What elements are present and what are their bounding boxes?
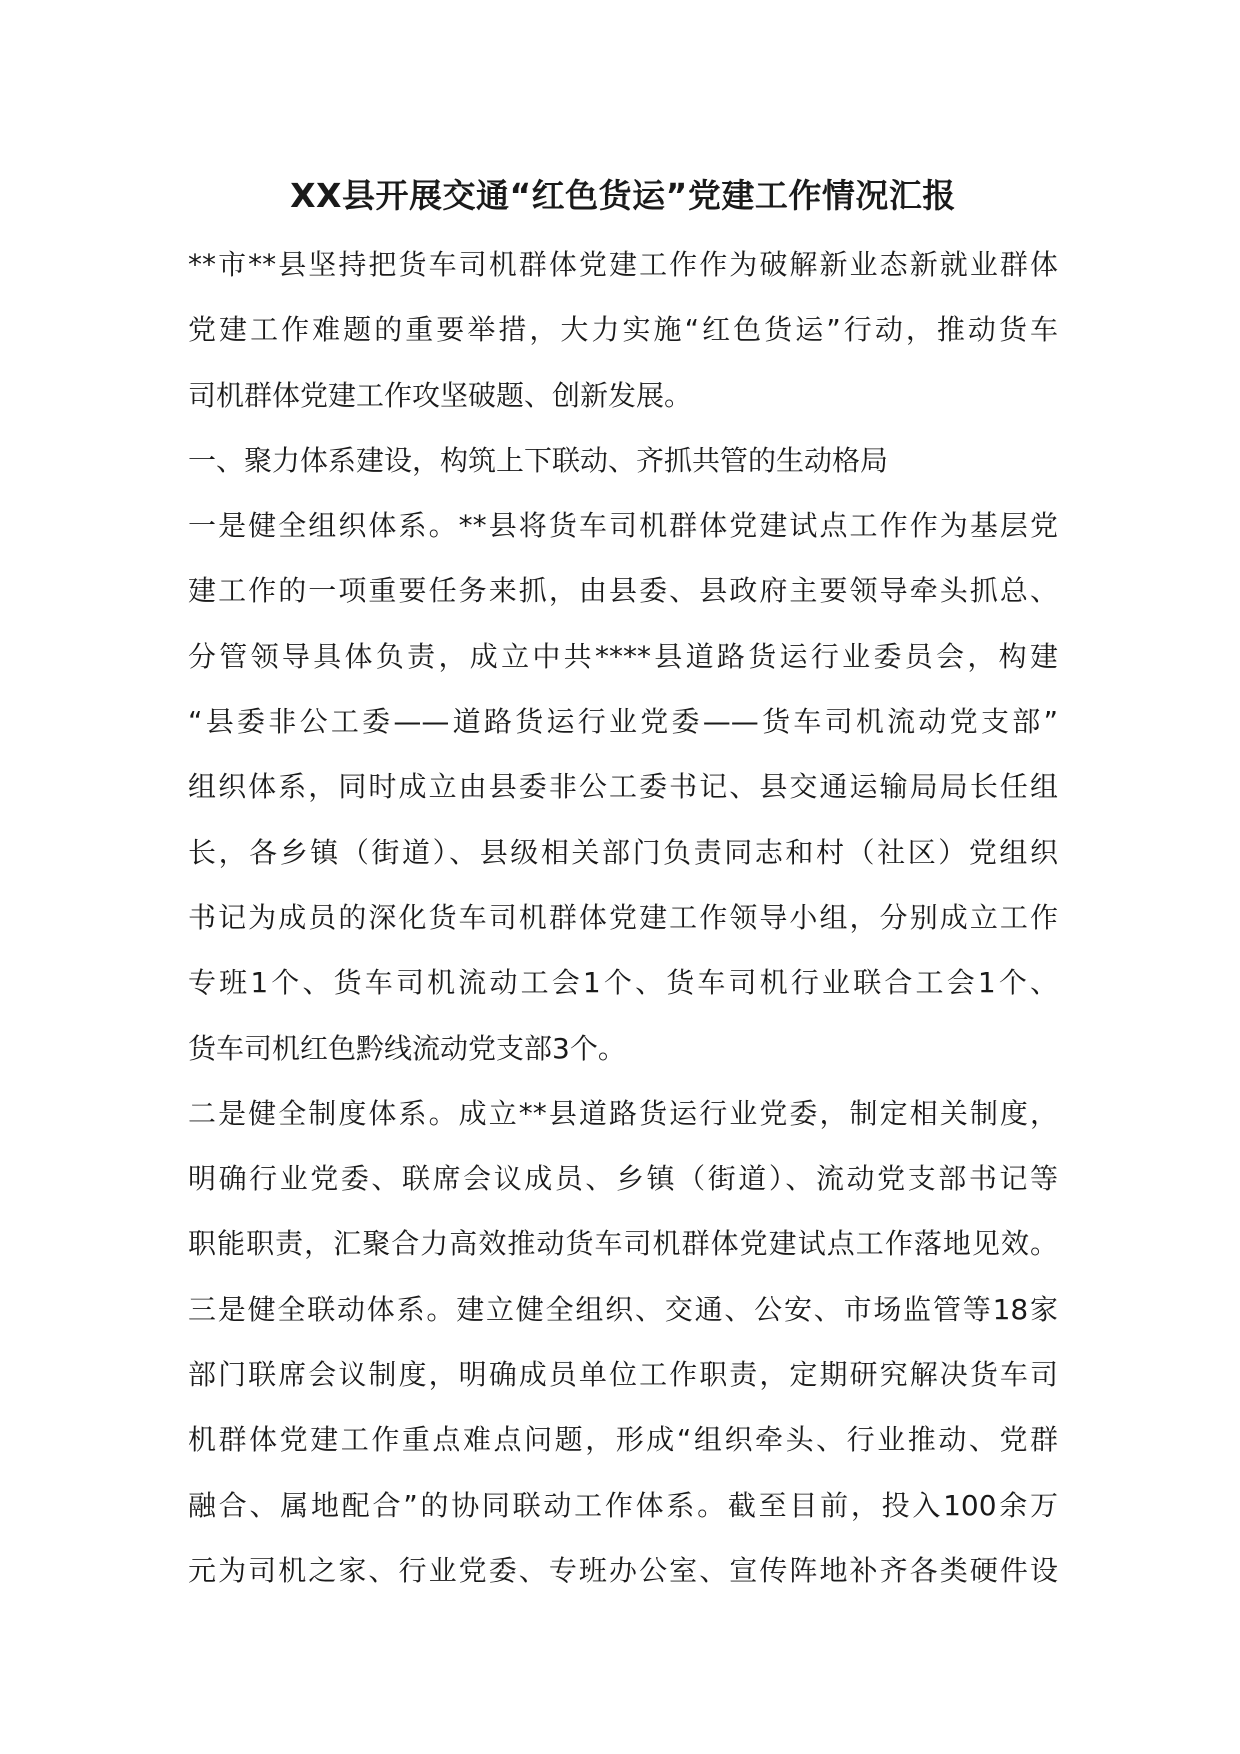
document-page [188, 170, 1058, 1603]
text-line: **市**县坚持把货车司机群体党建工作作为破解新业态新就业群体 [188, 248, 1058, 281]
text-line: 建工作的一项重要任务来抓，由县委、县政府主要领导牵头抓总、 [188, 574, 1058, 608]
text-line: 职能职责，汇聚合力高效推动货车司机群体党建试点工作落地见效。 [188, 1227, 1058, 1261]
text-line: 专班1个、货车司机流动工会1个、货车司机行业联合工会1个、 [188, 966, 1058, 1000]
text-line: 一是健全组织体系。**县将货车司机群体党建试点工作作为基层党 [188, 509, 1058, 543]
document-title: XX县开展交通“红色货运”党建工作情况汇报 [290, 176, 956, 215]
text-line: 机群体党建工作重点难点问题，形成“组织牵头、行业推动、党群 [188, 1423, 1058, 1457]
text-line: 二是健全制度体系。成立**县道路货运行业党委，制定相关制度， [188, 1096, 1058, 1130]
document-body [188, 232, 1058, 1603]
text-line: 书记为成员的深化货车司机群体党建工作领导小组，分别成立工作 [188, 900, 1058, 934]
text-line: 三是健全联动体系。建立健全组织、交通、公安、市场监管等18家 [188, 1292, 1058, 1326]
text-line: 组织体系，同时成立由县委非公工委书记、县交通运输局局长任组 [188, 770, 1058, 804]
text-line: 部门联席会议制度，明确成员单位工作职责，定期研究解决货车司 [188, 1358, 1058, 1392]
text-line: “县委非公工委——道路货运行业党委——货车司机流动党支部” [188, 705, 1058, 739]
text-line: 融合、属地配合”的协同联动工作体系。截至目前，投入100余万 [188, 1488, 1058, 1522]
text-line: 长，各乡镇（街道）、县级相关部门负责同志和村（社区）党组织 [188, 835, 1058, 869]
section-heading: 一、聚力体系建设，构筑上下联动、齐抓共管的生动格局 [188, 443, 889, 477]
text-line: 货车司机红色黔线流动党支部3个。 [188, 1031, 626, 1065]
text-line: 元为司机之家、行业党委、专班办公室、宣传阵地补齐各类硬件设 [188, 1553, 1058, 1587]
text-line: 司机群体党建工作攻坚破题、创新发展。 [188, 378, 693, 412]
text-line: 党建工作难题的重要举措，大力实施“红色货运”行动，推动货车 [188, 313, 1058, 347]
text-line: 分管领导具体负责，成立中共****县道路货运行业委员会，构建 [188, 639, 1058, 673]
text-line: 明确行业党委、联席会议成员、乡镇（街道）、流动党支部书记等 [188, 1162, 1058, 1196]
